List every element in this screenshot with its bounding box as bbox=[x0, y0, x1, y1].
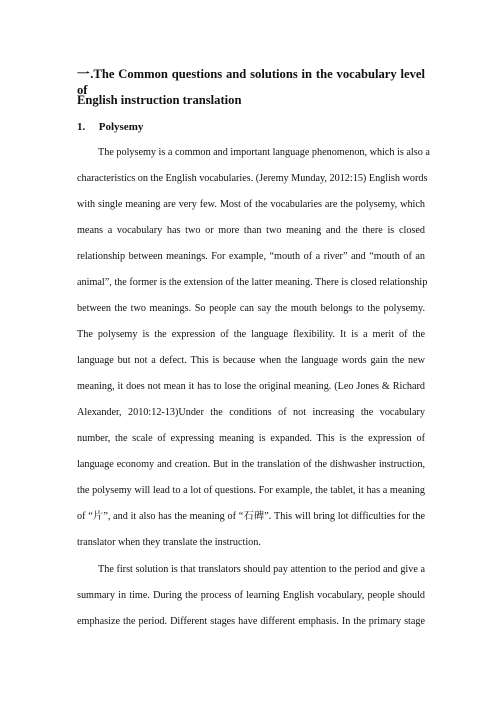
paragraph-1-line-1: The polysemy is a common and important language phenomenon, which is also a bbox=[98, 147, 430, 158]
section-title: Polysemy bbox=[98, 121, 144, 133]
paragraph-1-line-11: Alexander, 2010:12-13)Under the conditions of not increasing the vocabulary bbox=[77, 407, 425, 418]
paragraph-1-line-13: language economy and creation. But in the translation of the dishwasher instruction, bbox=[77, 459, 425, 470]
paragraph-2-line-3: emphasize the period. Different stages have different emphasis. In the primary stage bbox=[77, 616, 425, 627]
paragraph-1-line-3: with single meaning are very few. Most of the vocabularies are the polysemy, which bbox=[77, 199, 425, 210]
section-number: 1. bbox=[77, 121, 86, 133]
heading-line-1: 一.The Common questions and solutions in the vocabulary level of bbox=[77, 67, 425, 97]
paragraph-1-line-14: the polysemy will lead to a lot of questions. For example, the tablet, it has a meaning bbox=[77, 485, 425, 496]
paragraph-1-line-7: between the two meanings. So people can say the mouth belongs to the polysemy. bbox=[77, 303, 425, 314]
heading-line-2: English instruction translation bbox=[77, 93, 242, 107]
paragraph-1-line-5: relationship between meanings. For example, “mouth of a river” and “mouth of an bbox=[77, 251, 425, 262]
section-heading bbox=[77, 120, 143, 134]
paragraph-2-line-2: summary in time. During the process of learning English vocabulary, people should bbox=[77, 590, 425, 601]
paragraph-1-line-10: meaning, it does not mean it has to lose the original meaning. (Leo Jones & Richard bbox=[77, 381, 425, 392]
paragraph-2-line-1: The first solution is that translators should pay attention to the period and give a bbox=[98, 564, 425, 575]
paragraph-1-line-8: The polysemy is the expression of the language flexibility. It is a merit of the bbox=[77, 329, 425, 340]
paragraph-1-line-15: of “片”, and it also has the meaning of “石碑”. This will bring lot difficulties for the bbox=[77, 511, 425, 522]
paragraph-1-line-4: means a vocabulary has two or more than two meaning and the there is closed bbox=[77, 225, 425, 236]
paragraph-1-line-6: animal”, the former is the extension of the latter meaning. There is closed relationship bbox=[77, 277, 428, 288]
paragraph-1-line-16: translator when they translate the instruction. bbox=[77, 537, 261, 548]
paragraph-1-line-12: number, the scale of expressing meaning is expanded. This is the expression of bbox=[77, 433, 425, 444]
paragraph-1-line-9: language but not a defect. This is because when the language words gain the new bbox=[77, 355, 425, 366]
paragraph-1-line-2: characteristics on the English vocabularies. (Jeremy Munday, 2012:15) English words bbox=[77, 173, 428, 184]
